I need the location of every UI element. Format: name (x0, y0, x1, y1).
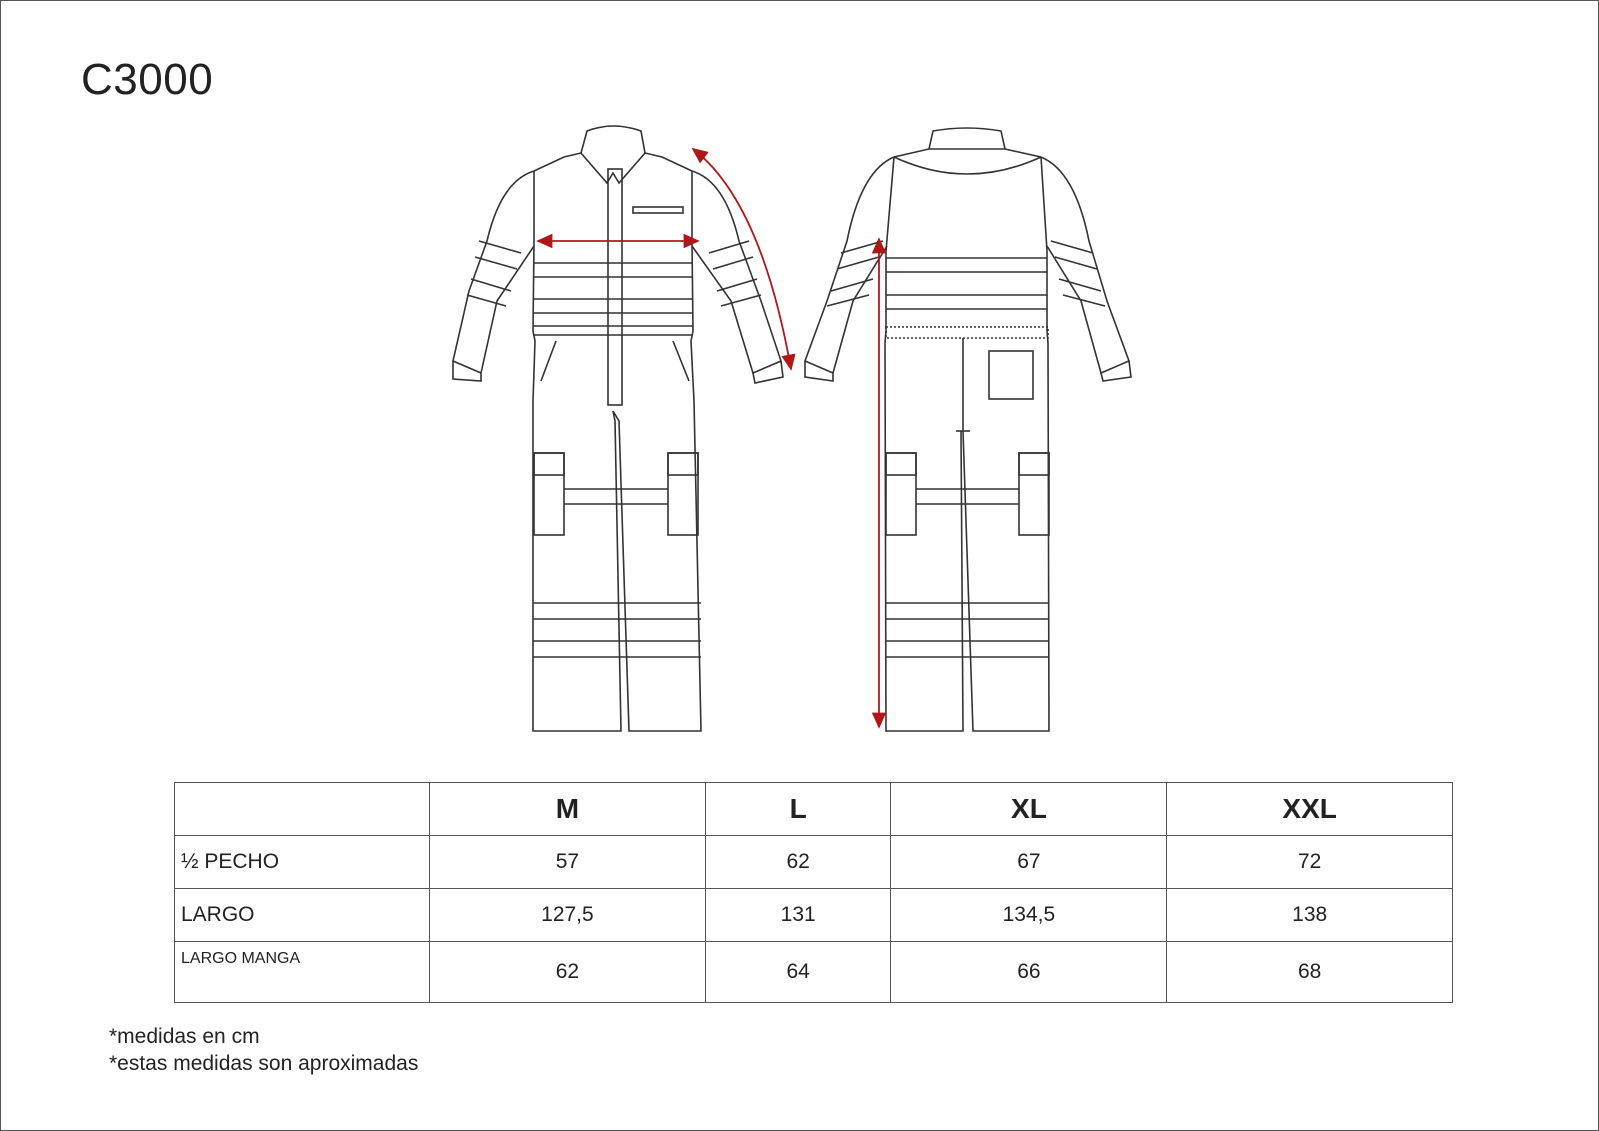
product-code-title: C3000 (81, 55, 214, 104)
coverall-back-view (805, 128, 1131, 731)
footnote-units: *medidas en cm (109, 1025, 260, 1048)
table-cell: 62 (430, 942, 706, 1003)
table-cell: 131 (705, 889, 891, 942)
table-cell: 68 (1167, 942, 1453, 1003)
garment-technical-drawing (1, 1, 1598, 761)
size-column-l: L (705, 783, 891, 836)
table-row (175, 942, 1453, 1003)
coverall-front-view (453, 126, 783, 731)
table-cell: 67 (891, 836, 1167, 889)
table-row (175, 836, 1453, 889)
table-row (175, 889, 1453, 942)
table-cell: 134,5 (891, 889, 1167, 942)
size-column-xxl: XXL (1167, 783, 1453, 836)
table-cell: 66 (891, 942, 1167, 1003)
table-cell: 62 (705, 836, 891, 889)
size-column-xl: XL (891, 783, 1167, 836)
size-table (174, 782, 1453, 1003)
table-cell: 72 (1167, 836, 1453, 889)
table-cell: 127,5 (430, 889, 706, 942)
size-table-corner-cell (175, 783, 430, 836)
row-label-sleeve-length: LARGO MANGA (175, 942, 430, 1003)
table-cell: 64 (705, 942, 891, 1003)
table-cell: 138 (1167, 889, 1453, 942)
size-table-header-row (175, 783, 1453, 836)
row-label-half-chest: ½ PECHO (175, 836, 430, 889)
footnotes (109, 1023, 418, 1077)
footnote-approximate: *estas medidas son aproximadas (109, 1052, 419, 1075)
size-column-m: M (430, 783, 706, 836)
row-label-length: LARGO (175, 889, 430, 942)
table-cell: 57 (430, 836, 706, 889)
